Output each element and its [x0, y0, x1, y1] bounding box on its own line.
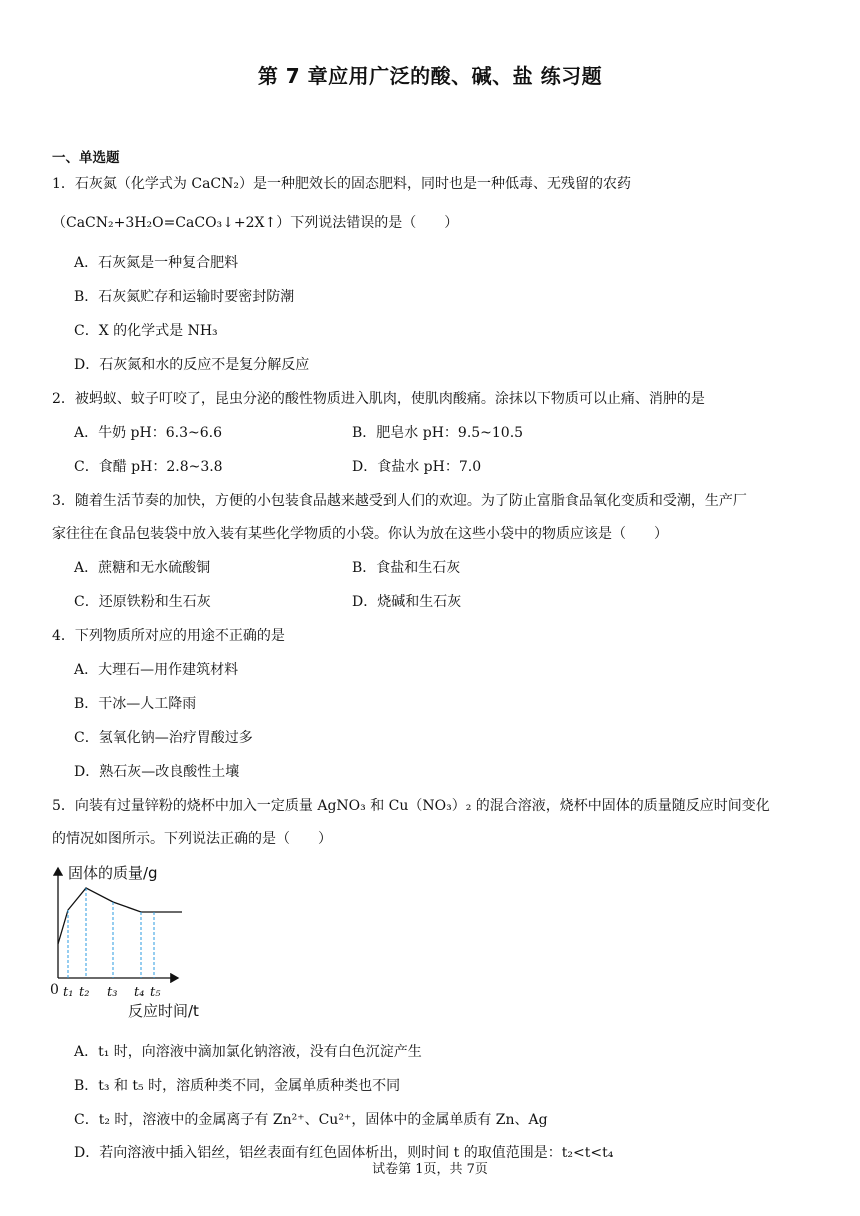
q4-option-d: D．熟石灰—改良酸性土壤: [74, 764, 240, 780]
q1-option-c: C．X 的化学式是 NH₃: [74, 323, 218, 339]
q4-stem-line1: 4．下列物质所对应的用途不正确的是: [52, 628, 285, 644]
q2-option-a: A．牛奶 pH：6.3~6.6: [74, 425, 222, 441]
q2-option-d: D．食盐水 pH：7.0: [352, 459, 482, 475]
q1-option-b: B．石灰氮贮存和运输时要密封防潮: [74, 289, 295, 305]
section-heading: 一、单选题: [52, 150, 120, 166]
q1-option-a: A．石灰氮是一种复合肥料: [74, 255, 239, 271]
q5-option-c: C．t₂ 时，溶液中的金属离子有 Zn²⁺、Cu²⁺，固体中的金属单质有 Zn、Ag: [74, 1112, 548, 1128]
tick-label-t5: t₅: [150, 985, 161, 1000]
x-axis-label: 反应时间/t: [128, 1002, 199, 1020]
q3-option-a: A．蔗糖和无水硫酸铜: [74, 560, 211, 576]
q4-option-a: A．大理石—用作建筑材料: [74, 662, 239, 678]
q4-option-b: B．干冰—人工降雨: [74, 696, 197, 712]
q4-option-c: C．氢氧化钠—治疗胃酸过多: [74, 730, 253, 746]
q3-stem-line2: 家往往在食品包装袋中放入装有某些化学物质的小袋。你认为放在这些小袋中的物质应该是（ ）: [52, 526, 668, 542]
q5-stem-line2: 的情况如图所示。下列说法正确的是（ ）: [52, 831, 332, 847]
q3-option-b: B．食盐和生石灰: [352, 560, 461, 576]
q2-option-c: C．食醋 pH：2.8~3.8: [74, 459, 223, 475]
q5-option-d: D．若向溶液中插入铝丝，铝丝表面有红色固体析出，则时间 t 的取值范围是：t₂<t<t₄: [74, 1145, 614, 1161]
page-title: 第 7 章应用广泛的酸、碱、盐 练习题: [257, 64, 603, 88]
page-footer: 试卷第 1页，共 7页: [372, 1162, 488, 1177]
q1-option-d: D．石灰氮和水的反应不是复分解反应: [74, 357, 310, 373]
y-axis-label: 固体的质量/g: [68, 864, 158, 882]
origin-label: 0: [50, 982, 59, 998]
q3-option-d: D．烧碱和生石灰: [352, 594, 462, 610]
q1-stem-line2: （CaCN₂+3H₂O=CaCO₃↓+2X↑）下列说法错误的是（ ）: [52, 215, 459, 231]
tick-label-t1: t₁: [63, 985, 74, 1000]
q5-stem-line1: 5．向装有过量锌粉的烧杯中加入一定质量 AgNO₃ 和 Cu（NO₃）₂ 的混合溶液，烧杯中固体的质量随反应时间变化: [52, 798, 770, 814]
mass-time-chart: [48, 860, 218, 1020]
q2-stem-line1: 2．被蚂蚁、蚊子叮咬了，昆虫分泌的酸性物质进入肌肉，使肌肉酸痛。涂抹以下物质可以止痛、消肿的是: [52, 391, 705, 407]
q5-option-b: B．t₃ 和 t₅ 时，溶质种类不同，金属单质种类也不同: [74, 1078, 401, 1094]
tick-label-t2: t₂: [79, 985, 90, 1000]
q3-stem-line1: 3．随着生活节奏的加快，方便的小包装食品越来越受到人们的欢迎。为了防止富脂食品氧化变质和受潮，生产厂: [52, 493, 747, 509]
mass-curve: [58, 888, 182, 944]
q5-option-a: A．t₁ 时，向溶液中滴加氯化钠溶液，没有白色沉淀产生: [74, 1044, 422, 1060]
q3-option-c: C．还原铁粉和生石灰: [74, 594, 211, 610]
q1-stem-line1: 1．石灰氮（化学式为 CaCN₂）是一种肥效长的固态肥料，同时也是一种低毒、无残留的农药: [52, 176, 631, 192]
tick-label-t4: t₄: [134, 985, 145, 1000]
q2-option-b: B．肥皂水 pH：9.5~10.5: [352, 425, 524, 441]
tick-label-t3: t₃: [107, 985, 118, 1000]
